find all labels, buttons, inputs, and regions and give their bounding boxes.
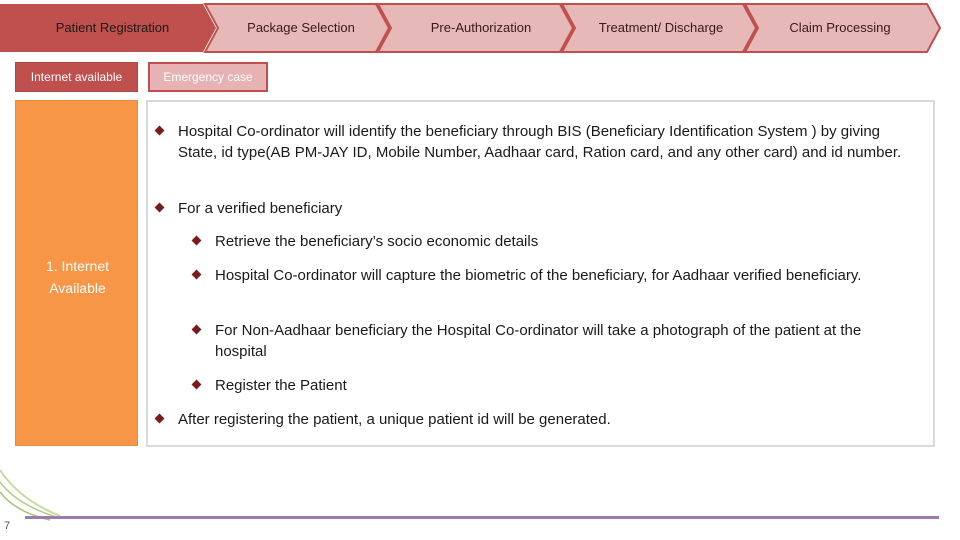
diamond-bullet-icon: [155, 126, 165, 136]
step-label-treatment-discharge: Treatment/ Discharge: [598, 20, 724, 35]
diamond-bullet-icon: [192, 270, 202, 280]
sub-bullet-text: Retrieve the beneficiary’s socio economic details: [215, 233, 539, 250]
side-label-line1: 1. Internet: [45, 258, 110, 274]
step-label-pre-authorization: Pre-Authorization: [430, 20, 532, 35]
bullet-text: For a verified beneficiary: [178, 200, 343, 217]
bullet-text: After registering the patient, a unique patient id will be generated.: [178, 411, 611, 428]
sub-bullet-item: [193, 375, 913, 396]
tab-emergency-case[interactable]: Emergency case: [148, 62, 268, 92]
diamond-bullet-icon: [192, 236, 202, 246]
diamond-bullet-icon: [155, 414, 165, 424]
bullet-item: [156, 121, 916, 163]
sub-bullet-text: For Non-Aadhaar beneficiary the Hospital Co-ordinator will take a photograph of the patient at the hospital: [215, 322, 862, 360]
bullet-text: Hospital Co-ordinator will identify the beneficiary through BIS (Beneficiary Identification System ) by giving State, id type(AB PM-JAY ID, Mobile Number, Aadhaar card, Ration card, and any other card) and id number.: [178, 123, 902, 161]
sub-bullet-item: [193, 231, 913, 252]
diamond-bullet-icon: [192, 325, 202, 335]
page-number: 7: [4, 520, 11, 532]
bullet-item: [156, 198, 916, 219]
tab-internet-available[interactable]: Internet available: [15, 62, 138, 92]
bullet-item: [156, 409, 916, 430]
side-panel-label: [16, 255, 139, 299]
step-label-claim-processing: Claim Processing: [789, 20, 891, 35]
sub-bullet-item: [193, 265, 913, 286]
step-label-package-selection: Package Selection: [247, 20, 355, 35]
diamond-bullet-icon: [192, 380, 202, 390]
side-panel: [15, 100, 138, 446]
diamond-bullet-icon: [155, 203, 165, 213]
content-panel: [146, 100, 935, 447]
sub-bullet-text: Register the Patient: [215, 377, 347, 394]
side-label-line2: Available: [49, 280, 106, 296]
footer-divider: [25, 516, 939, 519]
step-label-patient-registration: Patient Registration: [55, 20, 170, 35]
sub-bullet-item: [193, 320, 913, 362]
sub-bullet-text: Hospital Co-ordinator will capture the biometric of the beneficiary, for Aadhaar verified beneficiary.: [215, 267, 862, 284]
